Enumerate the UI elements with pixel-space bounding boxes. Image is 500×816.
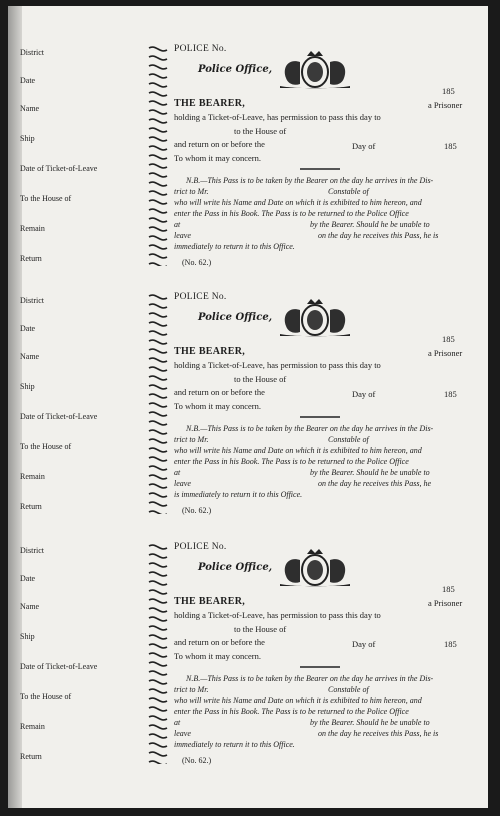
police-number: POLICE No. [174,44,227,54]
return-year-field: 185 [444,389,457,399]
stub-label: District [20,296,44,305]
stub-label: Return [20,752,42,761]
nb-line-6: leave [174,231,191,240]
prisoner-label: a Prisoner [428,348,463,358]
police-office: Police Office, [198,312,273,323]
to-whom-line: To whom it may concern. [174,401,261,411]
stub-label: Date [20,76,36,85]
house-of-line: to the House of [234,374,287,384]
nb-line-2: trict to Mr. [174,435,209,444]
constable-label: Constable of [328,685,369,694]
nb-line-2: trict to Mr. [174,187,209,196]
nb-line-5b: by the Bearer. Should he be unable to [310,220,430,229]
permission-line: holding a Ticket-of-Leave, has permission to pass this day to [174,112,381,122]
stub-label: Date [20,324,36,333]
bearer-heading: THE BEARER, [174,346,246,357]
ornamental-border-icon [146,292,170,514]
day-of-label: Day of [352,639,376,649]
nb-line-6b: on the day he receives this Pass, he is [318,231,439,240]
form-number: (No. 62.) [182,258,212,267]
nb-line-4: enter the Pass in his Book. The Pass is to be returned to the Police Office [174,707,409,716]
stub-label: Remain [20,224,45,233]
permission-line: holding a Ticket-of-Leave, has permission to pass this day to [174,360,381,370]
stub-label: Ship [20,134,35,143]
permission-line: holding a Ticket-of-Leave, has permission to pass this day to [174,610,381,620]
day-of-label: Day of [352,389,376,399]
return-year-field: 185 [444,639,457,649]
return-line: and return on or before the [174,139,265,149]
stub-label: Date of Ticket-of-Leave [20,164,98,173]
nb-line-5: at [174,468,181,477]
form-number: (No. 62.) [182,506,212,515]
stub-label: Remain [20,722,45,731]
stub-label: Name [20,352,40,361]
bearer-heading: THE BEARER, [174,98,246,109]
divider-rule [300,666,340,668]
nb-line-1: N.B.—This Pass is to be taken by the Bearer on the day he arrives in the Dis- [186,424,434,433]
nb-line-1: N.B.—This Pass is to be taken by the Bearer on the day he arrives in the Dis- [186,176,434,185]
nb-line-7: immediately to return it to this Office. [174,740,295,749]
page-binding-edge [8,6,22,808]
stub-label: District [20,546,44,555]
stub-label: District [20,48,44,57]
constable-label: Constable of [328,187,369,196]
nb-line-4: enter the Pass in his Book. The Pass is to be returned to the Police Office [174,457,409,466]
prisoner-label: a Prisoner [428,100,463,110]
form-number: (No. 62.) [182,756,212,765]
stub-label: Ship [20,382,35,391]
prisoner-label: a Prisoner [428,598,463,608]
bearer-heading: THE BEARER, [174,596,246,607]
ornamental-border-icon [146,44,170,266]
nb-line-5: at [174,220,181,229]
nb-line-3: who will write his Name and Date on which it is exhibited to him hereon, and [174,198,422,207]
return-year-field: 185 [444,141,457,151]
year-field: 185 [442,86,455,96]
stub-label: Name [20,104,40,113]
royal-coat-of-arms-icon [274,548,356,588]
ornamental-border-icon [146,542,170,764]
nb-line-5b: by the Bearer. Should he be unable to [310,468,430,477]
stub-label: Return [20,502,42,511]
nb-line-7: immediately to return it to this Office. [174,242,295,251]
nb-line-5b: by the Bearer. Should he be unable to [310,718,430,727]
nb-line-6b: on the day he receives this Pass, he [318,479,432,488]
day-of-label: Day of [352,141,376,151]
nb-line-2: trict to Mr. [174,685,209,694]
to-whom-line: To whom it may concern. [174,651,261,661]
divider-rule [300,416,340,418]
return-line: and return on or before the [174,387,265,397]
house-of-line: to the House of [234,624,287,634]
nb-line-3: who will write his Name and Date on which it is exhibited to him hereon, and [174,446,422,455]
nb-line-5: at [174,718,181,727]
house-of-line: to the House of [234,126,287,136]
return-line: and return on or before the [174,637,265,647]
year-field: 185 [442,584,455,594]
stub-label: Remain [20,472,45,481]
nb-line-6: leave [174,479,191,488]
nb-line-4: enter the Pass in his Book. The Pass is to be returned to the Police Office [174,209,409,218]
police-office: Police Office, [198,562,273,573]
nb-line-6: leave [174,729,191,738]
nb-line-6b: on the day he receives this Pass, he is [318,729,439,738]
stub-label: Return [20,254,42,263]
stub-label: Name [20,602,40,611]
nb-line-7: is immediately to return it to this Office. [174,490,303,499]
stub-label: To the House of [20,442,72,451]
stub-label: Ship [20,632,35,641]
royal-coat-of-arms-icon [274,298,356,338]
stub-label: Date [20,574,36,583]
nb-line-1: N.B.—This Pass is to be taken by the Bearer on the day he arrives in the Dis- [186,674,434,683]
stub-label: To the House of [20,692,72,701]
stub-label: Date of Ticket-of-Leave [20,412,98,421]
police-number: POLICE No. [174,292,227,302]
divider-rule [300,168,340,170]
police-office: Police Office, [198,64,273,75]
stub-label: To the House of [20,194,72,203]
to-whom-line: To whom it may concern. [174,153,261,163]
police-number: POLICE No. [174,542,227,552]
nb-line-3: who will write his Name and Date on which it is exhibited to him hereon, and [174,696,422,705]
year-field: 185 [442,334,455,344]
stub-label: Date of Ticket-of-Leave [20,662,98,671]
constable-label: Constable of [328,435,369,444]
royal-coat-of-arms-icon [274,50,356,90]
